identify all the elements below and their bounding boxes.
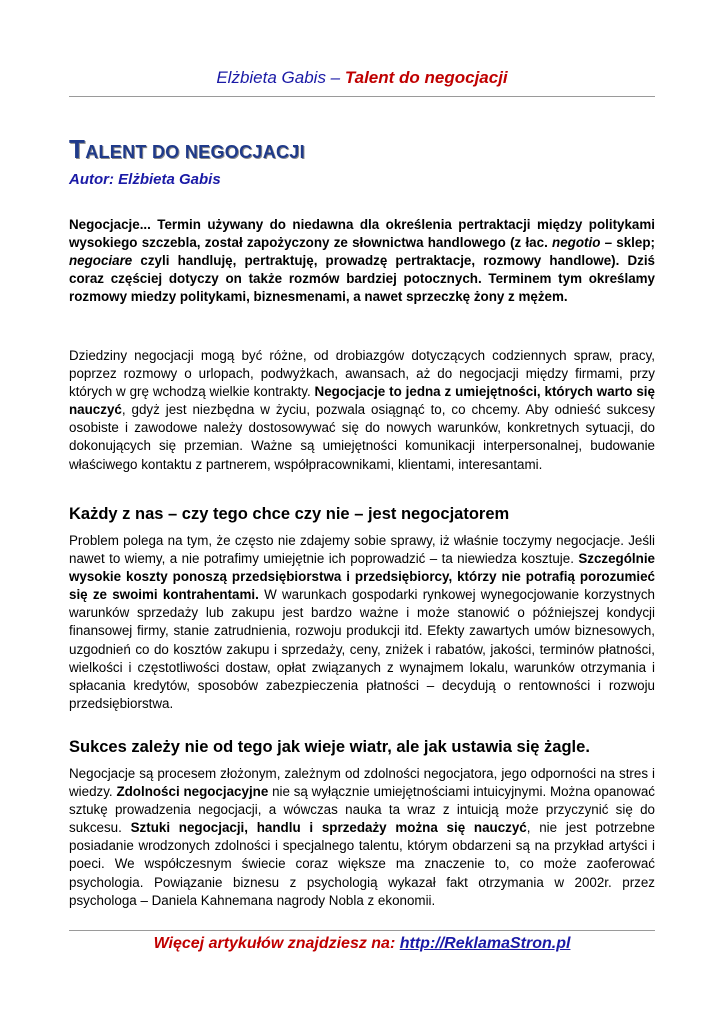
section-heading-1: Każdy z nas – czy tego chce czy nie – jest negocjatorem — [69, 505, 510, 523]
running-header — [69, 68, 655, 88]
footer-text: Więcej artykułów znajdziesz na: — [153, 935, 400, 952]
section2-bold-2: Sztuki negocjacji, handlu i sprzedaży można się nauczyć — [130, 820, 527, 836]
para2-bold: Negocjacje to jedna z umiejętności, których warto się nauczyć — [69, 384, 655, 418]
intro-text-3: czyli handluję, pertraktuję, prowadzę pertraktacje, rozmowy handlowe). Dziś coraz częściej dotyczy on także rozmów bardziej potocznych. Terminem tym określamy rozmowy miedzy politykami, biznesmenami, a nawet sprzeczkę żony z mężem. — [69, 253, 655, 305]
para2-text-1: Dziedziny negocjacji mogą być różne, od drobiazgów dotyczących codziennych spraw, pracy, poprzez rozmowy o urlopach, podwyżkach, awansach, aż do negocjacji między firmami, przy których w grę wchodzą wielkie kontrakty. — [69, 348, 655, 400]
header-separator: – — [325, 68, 345, 87]
header-author: Elżbieta Gabis — [216, 68, 326, 87]
section1-text-1: Problem polega na tym, że często nie zdajemy sobie sprawy, iż właśnie toczymy negocjacje. Jeśli nawet to wiemy, a nie potrafimy umiejętnie ich poprowadzić – ta niewiedza kosztuje. — [69, 533, 655, 567]
title-rest: ALENT DO NEGOCJACJI — [85, 142, 305, 162]
intro-text-1: Negocjacje... Termin używany do niedawna dla określenia pertraktacji między politykami wysokiego szczebla, został zapożyczony ze słownictwa handlowego (z łac. — [69, 217, 655, 251]
document-title — [69, 134, 305, 165]
footer — [69, 935, 655, 953]
footer-link[interactable]: http://ReklamaStron.pl — [399, 935, 571, 952]
paragraph-domains — [69, 347, 655, 474]
section2-text-2: nie są wyłącznie umiejętnościami intuicyjnymi. Można opanować sztukę prowadzenia negocjacji, a wówczas nauka ta wraz z intuicją może przyczynić się do sukcesu. — [69, 784, 655, 836]
header-rule — [69, 96, 655, 97]
section1-text-2: W warunkach gospodarki rynkowej wynegocjowanie korzystnych warunków sprzedaży lub zakupu jest bardzo ważne i może stanowić o późniejszej kondycji finansowej firmy, stanie zatrudnienia, rozwoju produkcji itd. Efekty zawartych umów biznesowych, uzgodnień co do kosztów zakupu i sprzedaży, ceny, zniżek i rabatów, jakości, terminów płatności, wielkości i częstotliwości dostaw, opłat związanych z wynajmem lokalu, warunków otrzymania i spłacania kredytów, sposobów zabezpieczenia płatności – decydują o rentowności i rozwoju przedsiębiorstwa. — [69, 587, 655, 711]
section2-text-1: Negocjacje są procesem złożonym, zależnym od zdolności negocjatora, jego odporności na stres i wiedzy. — [69, 766, 655, 800]
intro-text-2: – sklep; — [600, 235, 655, 251]
section1-bold: Szczególnie wysokie koszty ponoszą przedsiębiorstwa i przedsiębiorcy, którzy nie potrafią porozumieć się ze swoimi kontrahentami. — [69, 551, 655, 603]
section2-text-3: , nie jest potrzebne posiadanie wrodzonych zdolności i specjalnego talentu, którym obdarzeni są na przykład artyści i poeci. We współczesnym świecie coraz większe ma znaczenie to, co może zaoferować psychologia. Powiązanie biznesu z psychologią wykazał fakt otrzymania w 2002r. przez psychologa – Daniela Kahnemana nagrody Nobla z ekonomii. — [69, 820, 655, 908]
para2-text-2: , gdyż jest niezbędna w życiu, pozwala osiągnąć to, co chcemy. Aby odnieść sukcesy osobiste i zawodowe należy dostosowywać się do nowych warunków, konkretnych sytuacji, do dokonujących się przemian. Ważne są umiejętności komunikacji interpersonalnej, budowanie właściwego kontaktu z partnerem, współpracownikami, klientami, interesantami. — [69, 402, 655, 472]
intro-italic-1: negotio — [552, 235, 601, 251]
title-initial: T — [69, 134, 86, 164]
header-title: Talent do negocjacji — [344, 68, 508, 87]
intro-italic-2: negociare — [69, 253, 133, 269]
section2-bold-1: Zdolności negocjacyjne — [116, 784, 269, 800]
section2-paragraph — [69, 765, 655, 910]
author-line: Autor: Elżbieta Gabis — [69, 171, 221, 188]
footer-rule — [69, 930, 655, 931]
intro-paragraph — [69, 216, 655, 306]
section1-paragraph — [69, 532, 655, 713]
section-heading-2: Sukces zależy nie od tego jak wieje wiatr, ale jak ustawia się żagle. — [69, 738, 590, 756]
